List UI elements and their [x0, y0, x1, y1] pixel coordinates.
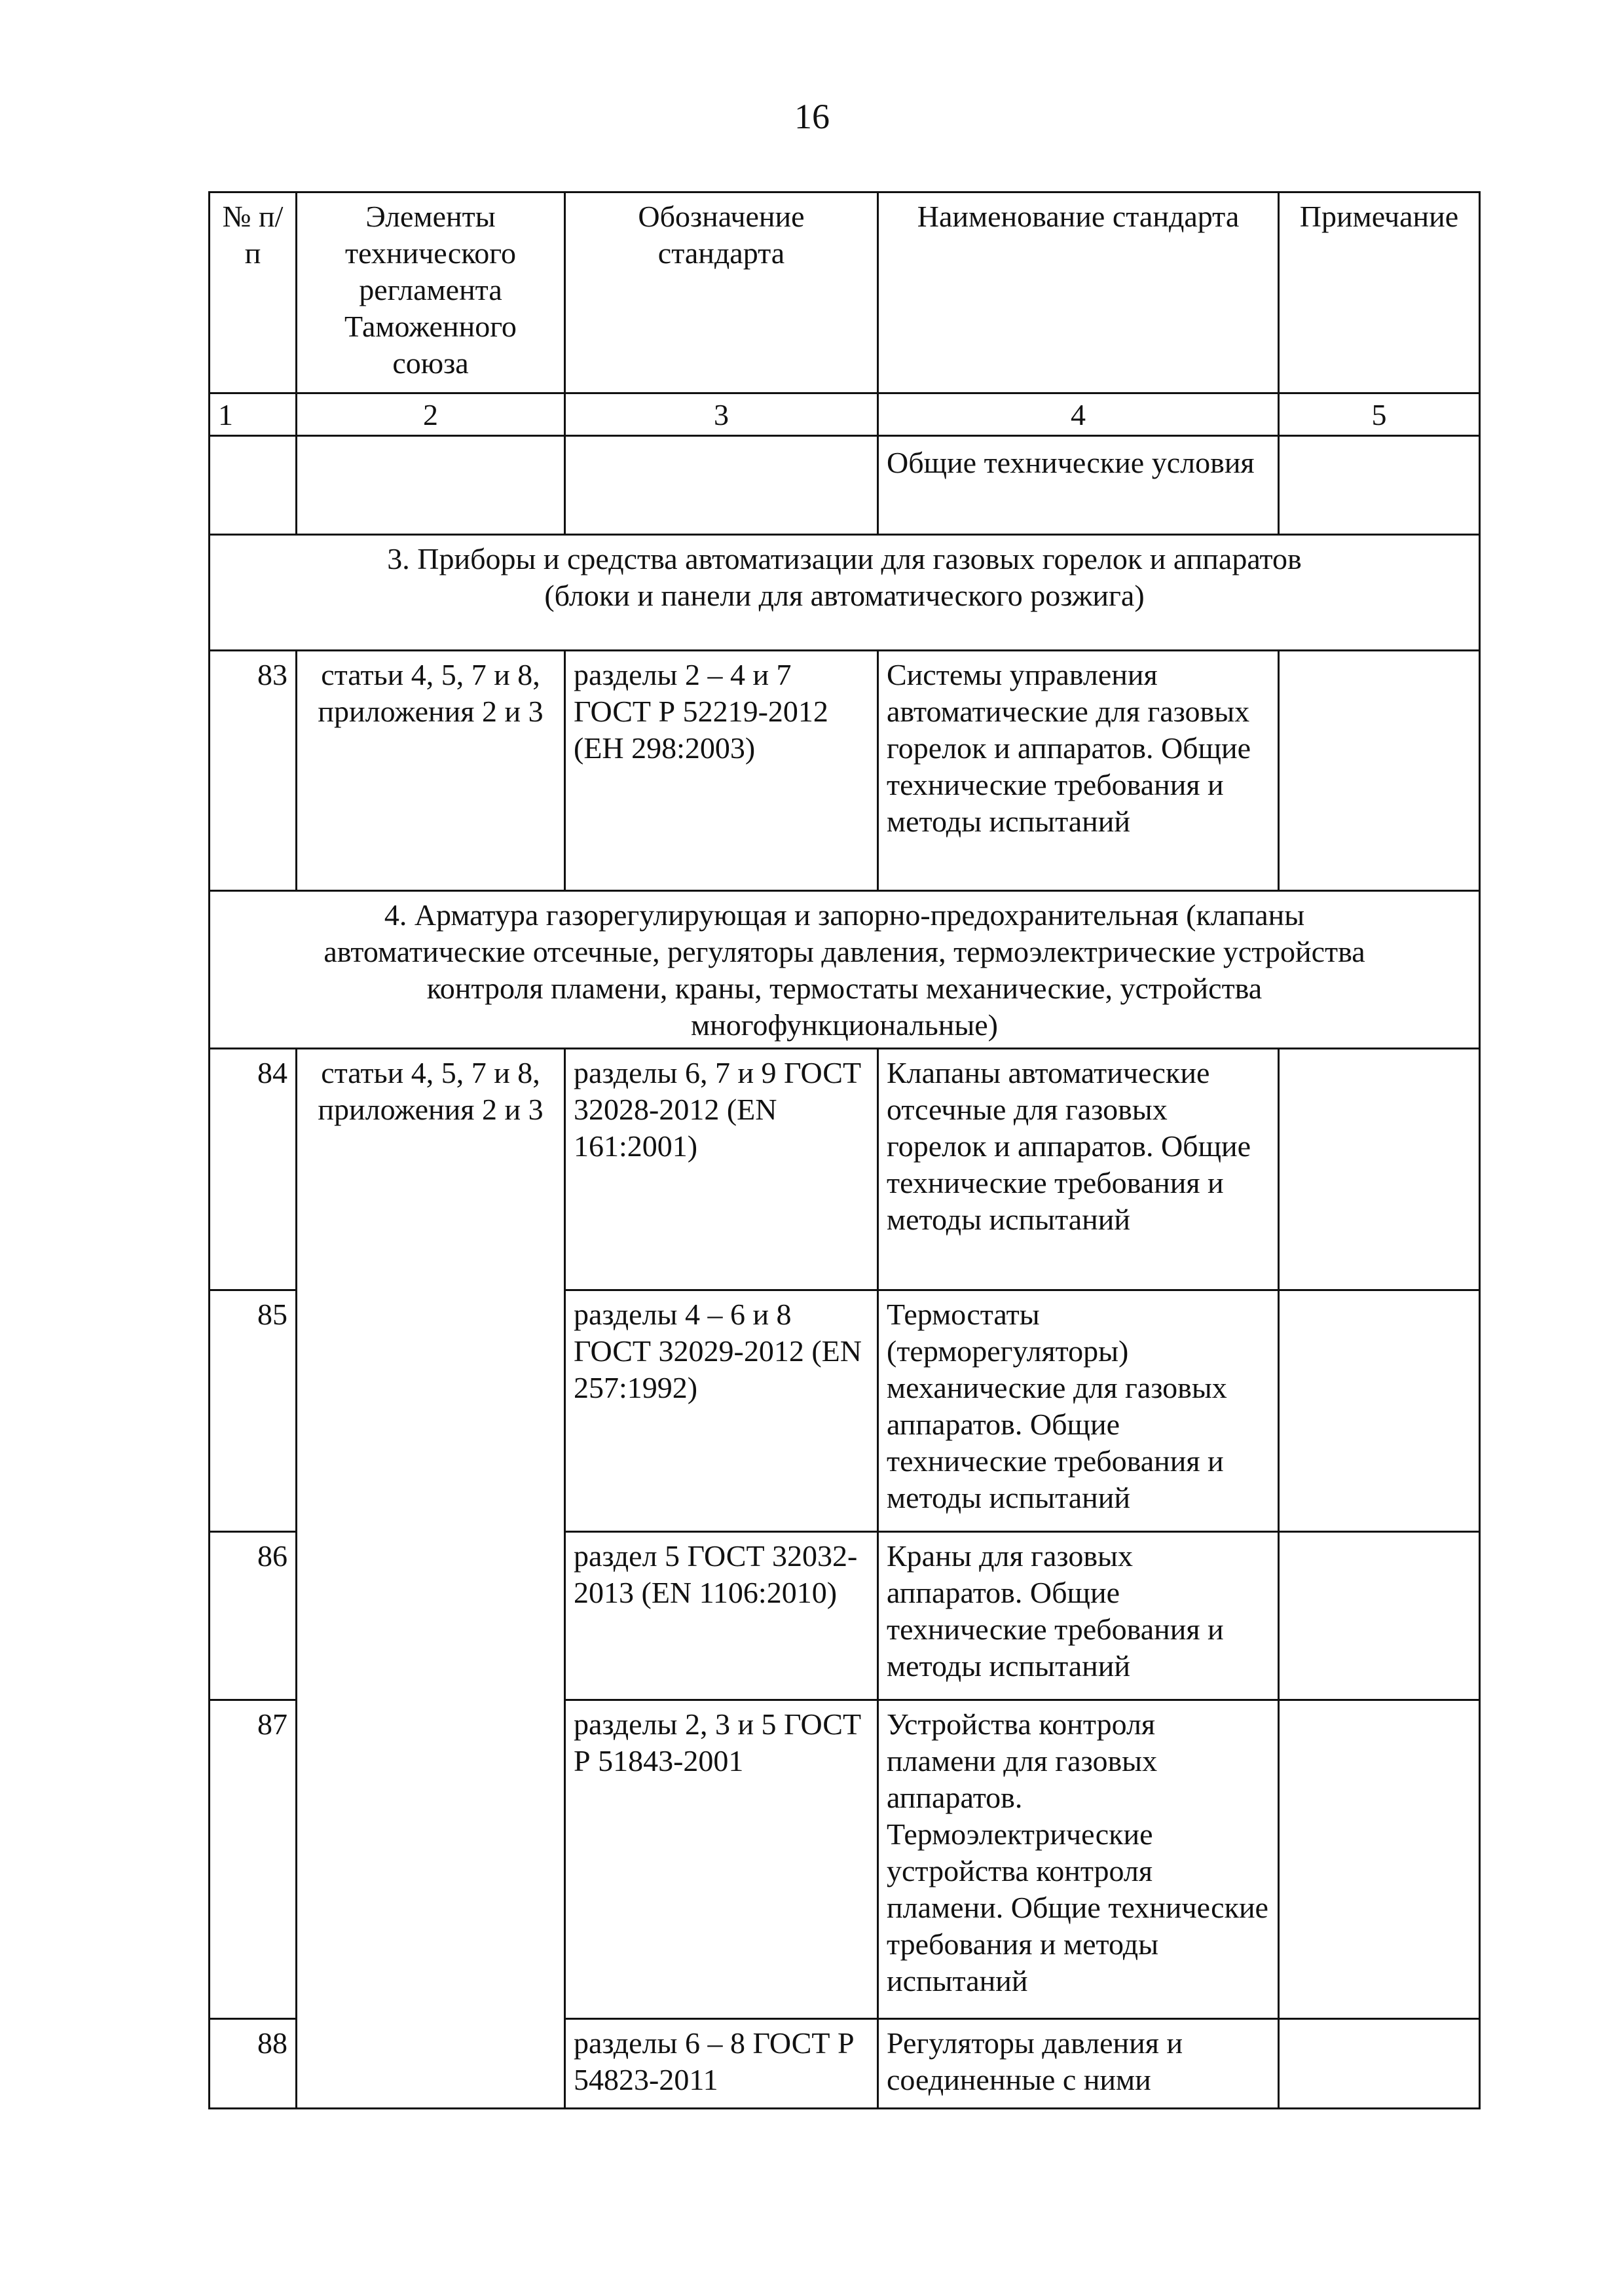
section-3-heading [210, 535, 1480, 651]
table-row-83 [210, 651, 1480, 891]
rows-84-88-elements: статьи 4, 5, 7 и 8, приложения 2 и 3 [297, 1049, 565, 2109]
section-4-line-4: многофункциональные) [691, 1008, 998, 1042]
section-3-row [210, 535, 1480, 651]
row-83-designation: разделы 2 – 4 и 7 ГОСТ Р 52219-2012 (ЕН 298:2003) [565, 651, 878, 891]
column-index-2: 2 [297, 393, 565, 436]
row-86-num: 86 [210, 1532, 297, 1700]
page-number: 16 [794, 97, 830, 136]
row-88-note [1279, 2019, 1480, 2109]
row-84-designation: разделы 6, 7 и 9 ГОСТ 32028-2012 (EN 161:2001) [565, 1049, 878, 1290]
row-86-name: Краны для газовых аппаратов. Общие технические требования и методы испытаний [878, 1532, 1279, 1700]
row-83-elements: статьи 4, 5, 7 и 8, приложения 2 и 3 [297, 651, 565, 891]
row-83-note [1279, 651, 1480, 891]
row-84-name: Клапаны автоматические отсечные для газовых горелок и аппаратов. Общие технические требования и методы испытаний [878, 1049, 1279, 1290]
section-4-row [210, 891, 1480, 1049]
standards-table [208, 191, 1481, 2109]
section-3-line-2: (блоки и панели для автоматического розжига) [544, 579, 1145, 612]
continuation-elements-cell [297, 436, 565, 535]
header-elements: Элементы технического регламента Таможенного союза [297, 192, 565, 393]
row-87-name: Устройства контроля пламени для газовых аппаратов. Термоэлектрические устройства контроля пламени. Общие технические требования и методы испытаний [878, 1700, 1279, 2019]
header-designation: Обозначение стандарта [565, 192, 878, 393]
section-4-line-3: контроля пламени, краны, термостаты механические, устройства [426, 972, 1263, 1005]
row-83-num: 83 [210, 651, 297, 891]
continuation-note-cell [1279, 436, 1480, 535]
row-84-note [1279, 1049, 1480, 1290]
header-num: № п/п [210, 192, 297, 393]
row-87-note [1279, 1700, 1480, 2019]
row-85-note [1279, 1290, 1480, 1532]
row-83-name: Системы управления автоматические для газовых горелок и аппаратов. Общие технические требования и методы испытаний [878, 651, 1279, 891]
column-index-1: 1 [210, 393, 297, 436]
row-86-note [1279, 1532, 1480, 1700]
row-88-designation: разделы 6 – 8 ГОСТ Р 54823-2011 [565, 2019, 878, 2109]
continuation-designation-cell [565, 436, 878, 535]
column-index-4: 4 [878, 393, 1279, 436]
section-4-line-2: автоматические отсечные, регуляторы давления, термоэлектрические устройства [323, 935, 1365, 968]
column-index-row [210, 393, 1480, 436]
continuation-name-cell: Общие технические условия [878, 436, 1279, 535]
row-86-designation: раздел 5 ГОСТ 32032-2013 (EN 1106:2010) [565, 1532, 878, 1700]
row-84-num: 84 [210, 1049, 297, 1290]
row-88-name: Регуляторы давления и соединенные с ними [878, 2019, 1279, 2109]
column-index-3: 3 [565, 393, 878, 436]
section-4-heading [210, 891, 1480, 1049]
header-note: Примечание [1279, 192, 1480, 393]
table-row-84 [210, 1049, 1480, 1290]
row-85-designation: разделы 4 – 6 и 8 ГОСТ 32029-2012 (EN 257:1992) [565, 1290, 878, 1532]
row-85-num: 85 [210, 1290, 297, 1532]
row-87-designation: разделы 2, 3 и 5 ГОСТ Р 51843-2001 [565, 1700, 878, 2019]
section-3-line-1: 3. Приборы и средства автоматизации для газовых горелок и аппаратов [387, 542, 1302, 575]
section-4-line-1: 4. Арматура газорегулирующая и запорно-предохранительная (клапаны [384, 898, 1305, 932]
table-header-row [210, 192, 1480, 393]
header-name: Наименование стандарта [878, 192, 1279, 393]
row-88-num: 88 [210, 2019, 297, 2109]
table-row-continuation [210, 436, 1480, 535]
continuation-num-cell [210, 436, 297, 535]
row-87-num: 87 [210, 1700, 297, 2019]
row-85-name: Термостаты (терморегуляторы) механические для газовых аппаратов. Общие технические требования и методы испытаний [878, 1290, 1279, 1532]
column-index-5: 5 [1279, 393, 1480, 436]
